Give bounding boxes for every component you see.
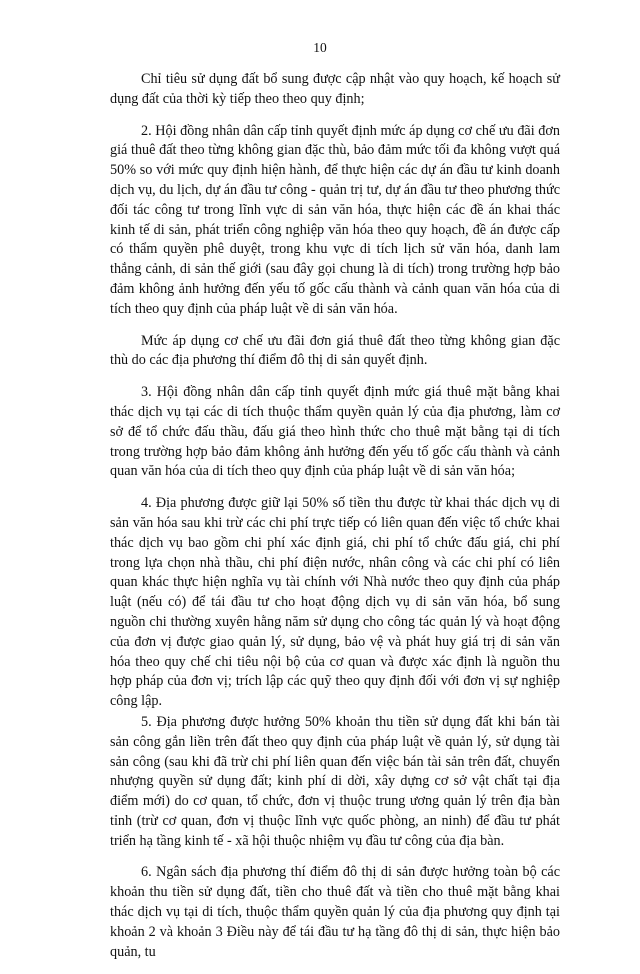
- paragraph-clause-3: 3. Hội đồng nhân dân cấp tỉnh quyết định mức giá thuê mặt bằng khai thác dịch vụ tại các di tích thuộc thẩm quyền quản lý của địa phương, làm cơ sở để tổ chức đấu thầu, đấu giá theo hình thức cho thuê mặt bằng tại di tích trong trường hợp bảo đảm không ảnh hưởng đến yếu tố gốc cấu thành và cảnh quan văn hóa của di tích theo quy định của pháp luật về di sản văn hóa;: [110, 384, 560, 480]
- paragraph-clause-4: 4. Địa phương được giữ lại 50% số tiền thu được từ khai thác dịch vụ di sản văn hóa sau khi trừ các chi phí trực tiếp có liên quan đến việc tổ chức khai thác dịch vụ bao gồm chi phí xác định giá, chi phí tổ chức đấu giá, chi phí trong lựa chọn nhà thầu, chi phí điện nước, nhân công và các chi phí có liên quan khác thực hiện nghĩa vụ tài chính với Nhà nước theo quy định của pháp luật (nếu có) để tái đầu tư cho hoạt động dịch vụ di sản văn hóa, bổ sung nguồn chi thường xuyên hằng năm sử dụng cho công tác quản lý và hoạt động của đơn vị được giao quản lý, sử dụng, bảo vệ và phát huy giá trị di sản văn hóa theo quy chế chi tiêu nội bộ của cơ quan và được xác định là nguồn thu hợp pháp của đơn vị; trích lập các quỹ theo quy định đối với đơn vị sự nghiệp công lập.: [110, 495, 560, 710]
- paragraph-clause-5: 5. Địa phương được hưởng 50% khoản thu tiền sử dụng đất khi bán tài sản công gắn liền trên đất theo quy định của pháp luật về quản lý, sử dụng tài sản công (sau khi đã trừ chi phí liên quan đến việc bán tài sản trên đất, chuyển nhượng quyền sử dụng đất; kinh phí di dời, xây dựng cơ sở vật chất tại địa điểm mới) do cơ quan, tổ chức, đơn vị thuộc trung ương quản lý trên địa bàn tỉnh (trừ cơ quan, đơn vị thuộc lĩnh vực quốc phòng, an ninh) để đầu tư phát triển hạ tầng kinh tế - xã hội thuộc nhiệm vụ đầu tư công của địa bàn.: [110, 713, 560, 849]
- paragraph-clause-2: 2. Hội đồng nhân dân cấp tỉnh quyết định mức áp dụng cơ chế ưu đãi đơn giá thuê đất theo từng không gian đặc thù, bảo đảm mức tối đa không vượt quá 50% so với mức quy định hiện hành, để thực hiện các dự án đầu tư kinh doanh dịch vụ, du lịch, dự án đầu tư công - quản trị tư, dự án đầu tư theo phương thức đối tác công tư trong lĩnh vực di sản văn hóa, thực hiện các đề án khai thác kinh tế di sản, phát triển công nghiệp văn hóa theo quy hoạch, đề án được cấp có thẩm quyền phê duyệt, trong khu vực di tích lịch sử văn hóa, danh lam thắng cảnh, di sản thế giới (sau đây gọi chung là di tích) trong trường hợp bảo đảm không ảnh hưởng đến yếu tố gốc cấu thành và cảnh quan văn hóa của di tích theo quy định của pháp luật về di sản văn hóa.: [110, 122, 560, 317]
- page-number: 10: [313, 40, 327, 55]
- paragraph-clause-6: 6. Ngân sách địa phương thí điểm đô thị di sản được hưởng toàn bộ các khoản thu tiền sử dụng đất, tiền cho thuê đất và tiền cho thuê mặt bằng khai thác dịch vụ tại di tích, thuộc thẩm quyền quản lý của địa phương quy định tại khoản 2 và khoản 3 Điều này để tái đầu tư hạ tầng đô thị di sản, thực hiện bảo quản, tu: [110, 864, 560, 960]
- paragraph-land-quota: Chỉ tiêu sử dụng đất bổ sung được cập nhật vào quy hoạch, kế hoạch sử dụng đất của thời kỳ tiếp theo theo quy định;: [110, 71, 560, 107]
- paragraph-clause-2-note: Mức áp dụng cơ chế ưu đãi đơn giá thuê đất theo từng không gian đặc thù do các địa phương thí điểm đô thị di sản quyết định.: [110, 332, 560, 369]
- document-body: [110, 70, 560, 974]
